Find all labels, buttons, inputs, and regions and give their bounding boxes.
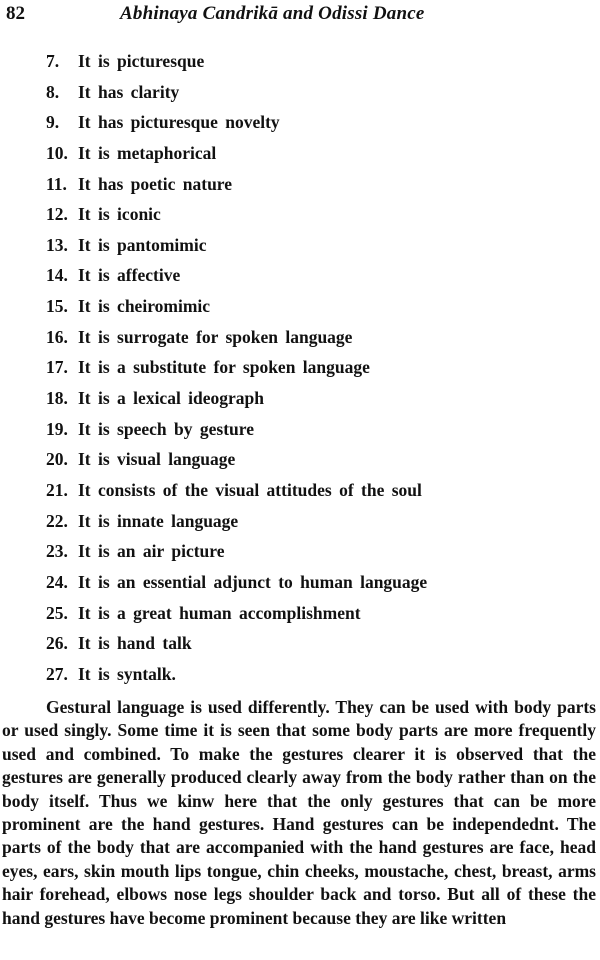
list-item [46,536,566,567]
list-item-text: It is picturesque [78,51,205,71]
list-item-text: It is visual language [78,449,236,470]
list-item [46,567,566,598]
list-item-text: It is innate language [78,510,239,531]
list-item [46,352,566,383]
list-item-number: 19. [46,418,68,439]
list-item-number: 10. [46,142,68,163]
list-item-text: It has picturesque novelty [78,112,280,133]
body-paragraph: Gestural language is used differently. They can be used with body parts or used singly. Some time it is seen that some body parts are more frequently used and combined. To make the gestures clearer it is observed that the gestures are generally produced clearly away from the body rather than on the body itself. Thus we kinw here that the only gestures that can be more prominent are the hand gestures. Hand gestures can be independednt. The parts of the body that are accompanied with the hand gestures are face, head eyes, ears, skin mouth lips tongue, chin cheeks, moustache, chest, breast, arms hair forehead, elbows nose legs shoulder back and torso. But all of these the hand gestures have become prominent because they are like written [2,697,596,928]
list-item-number: 24. [46,571,68,592]
list-item-text: It is cheiromimic [78,296,211,317]
list-item-number: 14. [46,265,68,286]
list-item [46,291,566,322]
list-item [46,46,566,77]
page-number: 82 [6,3,25,24]
list-item-number: 26. [46,633,68,654]
list-item-number: 25. [46,602,68,623]
list-item [46,414,566,445]
list-item-text: It is affective [78,265,181,286]
list-item [46,506,566,537]
list-item [46,598,566,629]
list-item-text: It is speech by gesture [78,418,254,439]
characteristics-list [46,46,566,689]
list-item-number: 8. [46,81,60,102]
list-item-number: 12. [46,204,68,225]
list-item-number: 23. [46,541,68,562]
list-item [46,322,566,353]
list-item [46,659,566,690]
list-item-text: It has poetic nature [78,173,233,194]
list-item-text: It is iconic [78,204,161,225]
list-item-number: 17. [46,357,68,378]
list-item-text: It is syntalk. [78,663,176,684]
list-item-text: It is an essential adjunct to human language [78,571,428,592]
list-item-text: It is surrogate for spoken language [78,326,353,347]
list-item [46,138,566,169]
list-item-text: It is pantomimic [78,234,207,255]
list-item-text: It is a lexical ideograph [78,388,265,409]
list-item [46,628,566,659]
list-item [46,260,566,291]
list-item-text: It consists of the visual attitudes of the soul [78,479,422,500]
list-item-number: 16. [46,326,68,347]
list-item-number: 22. [46,510,68,531]
list-item-number: 18. [46,388,68,409]
list-item-number: 21. [46,479,68,500]
list-item-text: It is metaphorical [78,142,217,163]
running-head: Abhinaya Candrikā and Odissi Dance [120,3,425,24]
list-item [46,107,566,138]
list-item-number: 9. [46,112,60,133]
list-item-number: 15. [46,296,68,317]
list-item-number: 27. [46,663,68,684]
list-item [46,383,566,414]
list-item-text: It is hand talk [78,633,192,654]
list-item-text: It has clarity [78,81,180,102]
list-item [46,77,566,108]
list-item [46,199,566,230]
list-item-number: 11. [46,173,67,194]
list-item-text: It is an air picture [78,541,225,562]
list-item [46,169,566,200]
list-item-text: It is a great human accomplishment [78,602,361,623]
list-item [46,230,566,261]
list-item [46,444,566,475]
list-item-number: 7. [46,51,60,71]
list-item-text: It is a substitute for spoken language [78,357,370,378]
list-item-number: 20. [46,449,68,470]
list-item [46,475,566,506]
page-header [6,3,594,29]
list-item-number: 13. [46,234,68,255]
